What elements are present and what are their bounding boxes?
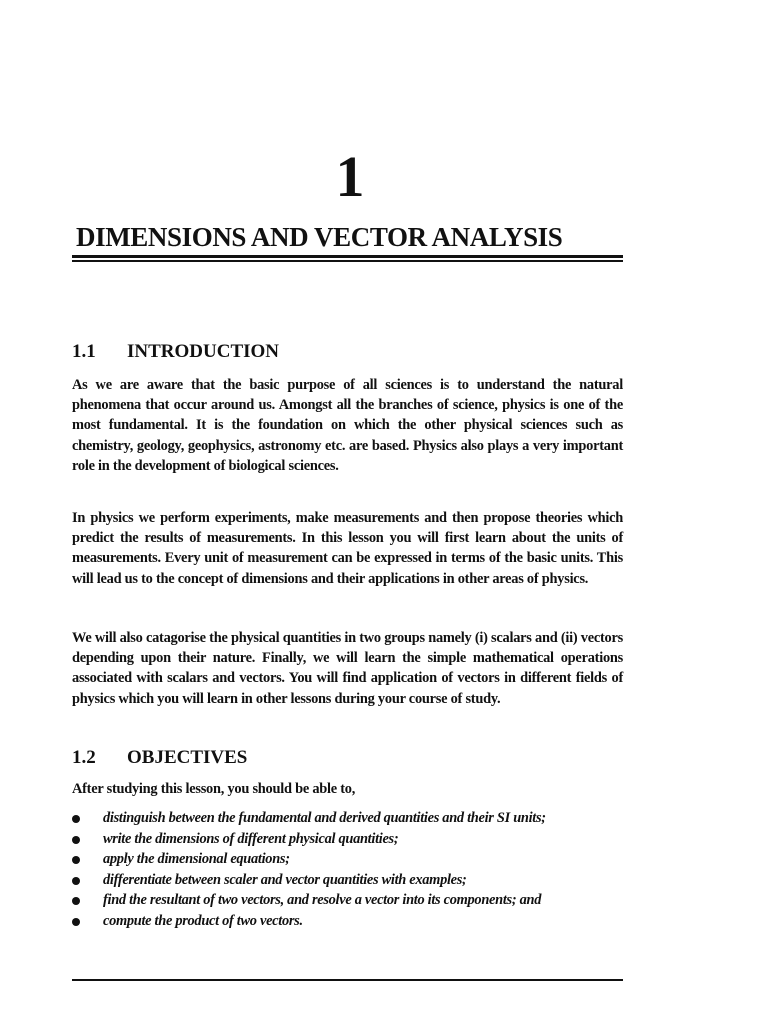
intro-paragraph-1: As we are aware that the basic purpose of all sciences is to understand the natural phenomena that occur around us. Amongst all the branches of science, physics is one of the most fundamental. It is the foundation on which the other physical sciences such as chemistry, geology, geophysics, astronomy etc. are based. Physics also plays a very important role in the development of biological sciences. <box>72 377 623 474</box>
objectives-list <box>72 808 628 931</box>
bullet-icon <box>72 815 80 823</box>
chapter-title: DIMENSIONS AND VECTOR ANALYSIS <box>76 222 563 252</box>
section-heading-objectives <box>72 746 247 770</box>
bullet-icon <box>72 856 80 864</box>
title-underline-second <box>72 260 623 262</box>
objectives-lead: After studying this lesson, you should be able to, <box>72 781 356 797</box>
objective-text: compute the product of two vectors. <box>103 912 303 929</box>
objective-text: distinguish between the fundamental and derived quantities and their SI units; <box>103 810 546 826</box>
section-number: 1.2 <box>72 747 96 768</box>
list-item <box>72 829 628 850</box>
section-title: INTRODUCTION <box>127 341 280 362</box>
bullet-icon <box>72 877 80 885</box>
list-item <box>72 849 628 870</box>
bullet-icon <box>72 836 80 844</box>
list-item <box>72 890 628 911</box>
intro-paragraph-3: We will also catagorise the physical quantities in two groups namely (i) scalars and (ii) vectors depending upon their nature. Finally, we will learn the simple mathematical operations associated with scalars and vectors. You will find application of vectors in different fields of physics which you will learn in other lessons during your course of study. <box>72 630 623 707</box>
bottom-divider <box>72 979 623 981</box>
bullet-icon <box>72 897 80 905</box>
list-item <box>72 808 628 829</box>
title-underline <box>72 255 623 258</box>
chapter-number: 1 <box>335 144 365 209</box>
intro-paragraph-2: In physics we perform experiments, make measurements and then propose theories which predict the results of measurements. In this lesson you will first learn about the units of measurements. Every unit of measurement can be expressed in terms of the basic units. This will lead us to the concept of dimensions and their applications in other areas of physics. <box>72 510 623 587</box>
objective-text: write the dimensions of different physical quantities; <box>103 830 399 847</box>
list-item <box>72 870 628 891</box>
list-item <box>72 911 628 932</box>
objective-text: differentiate between scaler and vector quantities with examples; <box>103 871 467 888</box>
bullet-icon <box>72 918 80 926</box>
section-number: 1.1 <box>72 341 96 362</box>
objective-text: find the resultant of two vectors, and resolve a vector into its components; and <box>103 892 542 908</box>
section-title: OBJECTIVES <box>127 747 248 768</box>
objective-text: apply the dimensional equations; <box>103 851 290 867</box>
section-heading-introduction <box>72 340 279 364</box>
